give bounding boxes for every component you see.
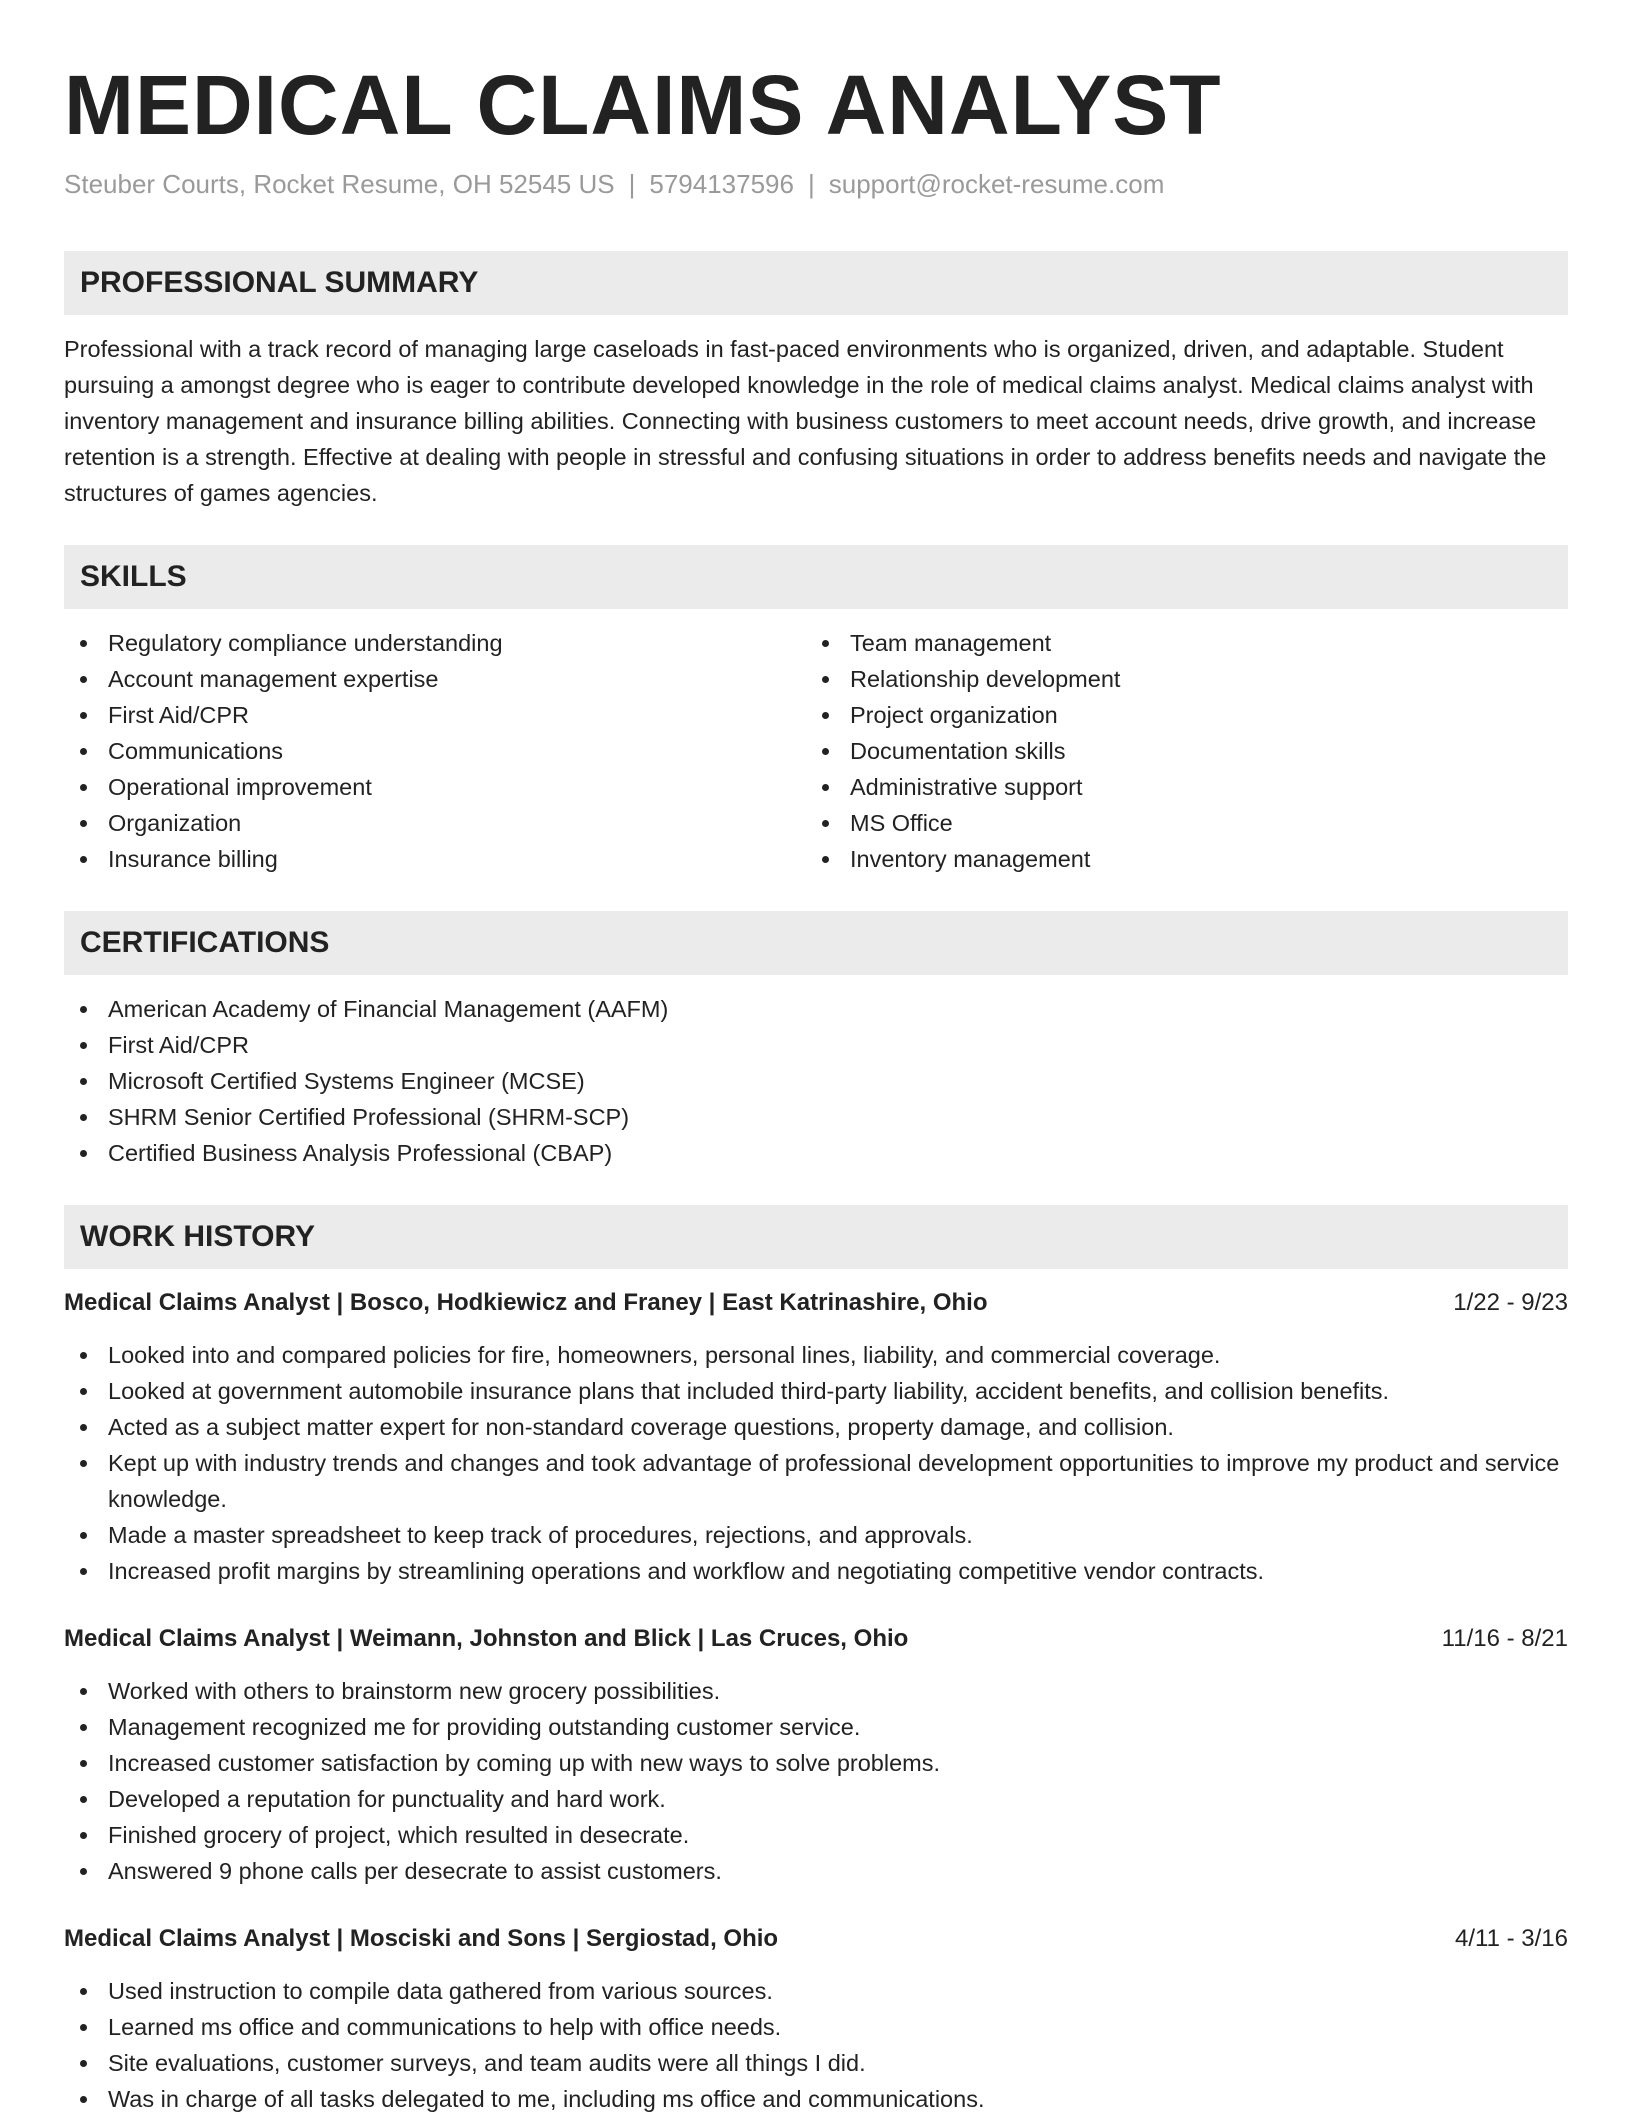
skills-columns xyxy=(64,625,1568,877)
skill-item: Inventory management xyxy=(806,841,1548,877)
certification-item: SHRM Senior Certified Professional (SHRM-SCP) xyxy=(64,1099,1568,1135)
certification-item: American Academy of Financial Management (AAFM) xyxy=(64,991,1568,1027)
job-title: Medical Claims Analyst | Bosco, Hodkiewicz and Franey | East Katrinashire, Ohio xyxy=(64,1289,988,1316)
job-bullet: Answered 9 phone calls per desecrate to assist customers. xyxy=(64,1853,1568,1889)
certification-item: Certified Business Analysis Professional (CBAP) xyxy=(64,1135,1568,1171)
skill-item: Communications xyxy=(64,733,806,769)
certifications-section xyxy=(64,911,1568,1171)
job-dates: 11/16 - 8/21 xyxy=(1441,1625,1568,1652)
skill-item: Organization xyxy=(64,805,806,841)
job-bullet: Increased customer satisfaction by coming up with new ways to solve problems. xyxy=(64,1745,1568,1781)
job-bullet: Management recognized me for providing outstanding customer service. xyxy=(64,1709,1568,1745)
job-bullet: Worked with others to brainstorm new grocery possibilities. xyxy=(64,1673,1568,1709)
resume-name: MEDICAL CLAIMS ANALYST xyxy=(64,58,1222,152)
job-title: Medical Claims Analyst | Mosciski and Sons | Sergiostad, Ohio xyxy=(64,1925,779,1952)
job-bullet: Was in charge of all tasks delegated to me, including ms office and communications. xyxy=(64,2081,1568,2112)
contact-phone: 5794137596 xyxy=(649,169,794,199)
job-dates: 1/22 - 9/23 xyxy=(1453,1289,1568,1316)
job-bullet: Looked at government automobile insurance plans that included third-party liability, accident benefits, and collision benefits. xyxy=(64,1373,1568,1409)
skills-section xyxy=(64,545,1568,877)
skills-list-left xyxy=(64,625,806,877)
skills-heading: SKILLS xyxy=(64,545,1568,609)
skill-item: Operational improvement xyxy=(64,769,806,805)
skill-item: Project organization xyxy=(806,697,1548,733)
skill-item: Documentation skills xyxy=(806,733,1548,769)
contact-address: Steuber Courts, Rocket Resume, OH 52545 US xyxy=(64,169,615,199)
summary-section xyxy=(64,251,1568,511)
job-dates: 4/11 - 3/16 xyxy=(1455,1925,1568,1952)
certification-item: Microsoft Certified Systems Engineer (MCSE) xyxy=(64,1063,1568,1099)
job-header xyxy=(64,1921,1568,1957)
job-header xyxy=(64,1285,1568,1321)
job-bullet: Made a master spreadsheet to keep track of procedures, rejections, and approvals. xyxy=(64,1517,1568,1553)
skill-item: Team management xyxy=(806,625,1548,661)
skill-item: Regulatory compliance understanding xyxy=(64,625,806,661)
work-history-section xyxy=(64,1205,1568,2112)
skills-list-right xyxy=(806,625,1548,877)
job-bullets xyxy=(64,1337,1568,1589)
job-bullet: Site evaluations, customer surveys, and team audits were all things I did. xyxy=(64,2045,1568,2081)
certification-item: First Aid/CPR xyxy=(64,1027,1568,1063)
job-bullet: Acted as a subject matter expert for non-standard coverage questions, property damage, and collision. xyxy=(64,1409,1568,1445)
job-bullet: Increased profit margins by streamlining operations and workflow and negotiating competitive vendor contracts. xyxy=(64,1553,1568,1589)
skill-item: MS Office xyxy=(806,805,1548,841)
job-bullet: Kept up with industry trends and changes and took advantage of professional development opportunities to improve my product and service knowledge. xyxy=(64,1445,1568,1517)
contact-line xyxy=(64,167,1568,201)
job-bullet: Finished grocery of project, which resulted in desecrate. xyxy=(64,1817,1568,1853)
job-entry xyxy=(64,1621,1568,1889)
summary-text: Professional with a track record of managing large caseloads in fast-paced environments who is organized, driven, and adaptable. Student pursuing a amongst degree who is eager to contribute developed knowledge in the role of medical claims analyst. Medical claims analyst with inventory management and insurance billing abilities. Connecting with business customers to meet account needs, drive growth, and increase retention is a strength. Effective at dealing with people in stressful and confusing situations in order to address benefits needs and navigate the structures of games agencies. xyxy=(64,336,1547,506)
contact-separator: | xyxy=(628,169,636,199)
summary-heading: PROFESSIONAL SUMMARY xyxy=(64,251,1568,315)
contact-email: support@rocket-resume.com xyxy=(828,169,1165,199)
job-bullet: Looked into and compared policies for fire, homeowners, personal lines, liability, and commercial coverage. xyxy=(64,1337,1568,1373)
job-bullet: Developed a reputation for punctuality and hard work. xyxy=(64,1781,1568,1817)
job-bullet: Learned ms office and communications to help with office needs. xyxy=(64,2009,1568,2045)
work-history-heading: WORK HISTORY xyxy=(64,1205,1568,1269)
job-entry xyxy=(64,1285,1568,1589)
certifications-list xyxy=(64,991,1568,1171)
job-title: Medical Claims Analyst | Weimann, Johnston and Blick | Las Cruces, Ohio xyxy=(64,1625,909,1652)
skill-item: Relationship development xyxy=(806,661,1548,697)
contact-separator: | xyxy=(807,169,815,199)
skill-item: Account management expertise xyxy=(64,661,806,697)
job-bullets xyxy=(64,1673,1568,1889)
skill-item: Insurance billing xyxy=(64,841,806,877)
skill-item: First Aid/CPR xyxy=(64,697,806,733)
skill-item: Administrative support xyxy=(806,769,1548,805)
job-bullets xyxy=(64,1973,1568,2112)
job-entry xyxy=(64,1921,1568,2112)
job-header xyxy=(64,1621,1568,1657)
job-bullet: Used instruction to compile data gathered from various sources. xyxy=(64,1973,1568,2009)
certifications-heading: CERTIFICATIONS xyxy=(64,911,1568,975)
